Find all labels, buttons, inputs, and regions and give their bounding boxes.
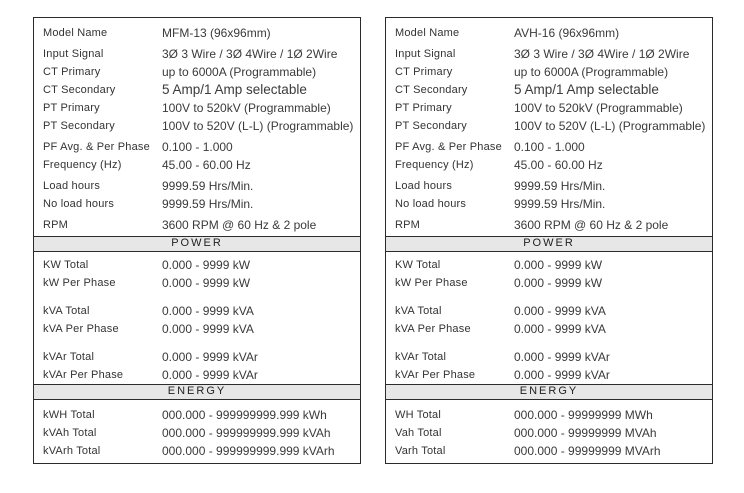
- power-row-value: 0.000 - 9999 kVAr: [162, 368, 258, 382]
- power-row-value: 0.000 - 9999 kVAr: [514, 368, 610, 382]
- spec-row-label: CT Primary: [43, 66, 101, 78]
- power-row-label: kW Per Phase: [395, 277, 468, 289]
- power-row: [386, 274, 712, 292]
- spec-row: [34, 99, 360, 117]
- spec-row-label: PT Secondary: [395, 120, 467, 132]
- energy-section-header: ENERGY: [386, 384, 712, 400]
- energy-row-value: 000.000 - 99999999 MVArh: [514, 444, 661, 458]
- spec-row: [386, 216, 712, 234]
- specs-section: [34, 18, 360, 236]
- spec-table-mfm13: [33, 17, 361, 464]
- spec-row-value: 9999.59 Hrs/Min.: [162, 179, 254, 193]
- power-row-label: kVA Total: [395, 305, 442, 317]
- power-row-value: 0.000 - 9999 kW: [162, 276, 251, 290]
- spec-row-label: CT Secondary: [395, 84, 468, 96]
- spec-row-value: 9999.59 Hrs/Min.: [514, 197, 606, 211]
- spec-row-value: 0.100 - 1.000: [514, 140, 585, 154]
- power-row: [386, 320, 712, 338]
- energy-row-label: WH Total: [395, 409, 442, 421]
- energy-row-value: 000.000 - 999999999.999 kWh: [162, 408, 327, 422]
- spec-row-value: up to 6000A (Programmable): [514, 65, 669, 79]
- energy-row: [34, 424, 360, 442]
- power-row: [34, 348, 360, 366]
- spec-row-value: up to 6000A (Programmable): [162, 65, 317, 79]
- spec-row-label: No load hours: [395, 198, 467, 210]
- power-row-value: 0.000 - 9999 kW: [514, 258, 603, 272]
- power-group: [386, 348, 712, 384]
- spec-row: [34, 24, 360, 42]
- spec-row-label: PF Avg. & Per Phase: [395, 141, 502, 153]
- power-row: [34, 302, 360, 320]
- spec-row: [34, 117, 360, 135]
- power-row-value: 0.000 - 9999 kVA: [162, 322, 254, 336]
- spec-row-value: 3600 RPM @ 60 Hz & 2 pole: [162, 218, 317, 232]
- spec-row: [386, 117, 712, 135]
- spec-row-label: CT Secondary: [43, 84, 116, 96]
- spec-row-label: Input Signal: [43, 48, 104, 60]
- spec-row-value: 3600 RPM @ 60 Hz & 2 pole: [514, 218, 669, 232]
- spec-row-value: 9999.59 Hrs/Min.: [162, 197, 254, 211]
- power-group: [386, 302, 712, 338]
- spec-row-label: Model Name: [395, 27, 460, 39]
- spec-row-value: 9999.59 Hrs/Min.: [514, 179, 606, 193]
- power-row-label: kVAr Per Phase: [43, 369, 124, 381]
- spec-row: [386, 81, 712, 99]
- spec-row-label: RPM: [395, 219, 421, 231]
- power-row: [34, 366, 360, 384]
- power-row-value: 0.000 - 9999 kW: [514, 276, 603, 290]
- power-section: [386, 252, 712, 384]
- spec-row-label: PT Primary: [43, 102, 100, 114]
- spec-row-label: PT Secondary: [43, 120, 115, 132]
- energy-row: [34, 442, 360, 460]
- spec-row: [386, 63, 712, 81]
- spec-row: [34, 195, 360, 213]
- spec-row-value: 5 Amp/1 Amp selectable: [162, 82, 307, 97]
- energy-section: [386, 400, 712, 460]
- spec-row-label: No load hours: [43, 198, 115, 210]
- spec-row-value: 0.100 - 1.000: [162, 140, 233, 154]
- spec-row-value: 45.00 - 60.00 Hz: [162, 158, 251, 172]
- power-row-label: KW Total: [43, 259, 89, 271]
- energy-row-label: Varh Total: [395, 445, 446, 457]
- energy-row-label: Vah Total: [395, 427, 442, 439]
- power-row: [386, 256, 712, 274]
- energy-row-value: 000.000 - 999999999.999 kVAh: [162, 426, 331, 440]
- spec-row: [386, 45, 712, 63]
- power-row-value: 0.000 - 9999 kVA: [514, 322, 606, 336]
- power-row-label: kVA Total: [43, 305, 90, 317]
- energy-row-value: 000.000 - 999999999.999 kVArh: [162, 444, 335, 458]
- spec-row-label: Model Name: [43, 27, 108, 39]
- spec-row: [386, 156, 712, 174]
- spec-row-label: Frequency (Hz): [43, 159, 122, 171]
- power-row-label: kVAr Per Phase: [395, 369, 476, 381]
- spec-row-value: 3Ø 3 Wire / 3Ø 4Wire / 1Ø 2Wire: [514, 47, 690, 61]
- power-group: [386, 256, 712, 292]
- spec-row-label: PT Primary: [395, 102, 452, 114]
- power-row-value: 0.000 - 9999 kVAr: [514, 350, 610, 364]
- power-row-label: kVAr Total: [395, 351, 447, 363]
- power-group: [34, 348, 360, 384]
- spec-table-avh16: [385, 17, 713, 464]
- power-row-label: kW Per Phase: [43, 277, 116, 289]
- spec-row-label: PF Avg. & Per Phase: [43, 141, 150, 153]
- energy-row: [386, 424, 712, 442]
- spec-row: [386, 138, 712, 156]
- spec-row-label: Frequency (Hz): [395, 159, 474, 171]
- energy-row-label: kWH Total: [43, 409, 95, 421]
- spec-row: [34, 45, 360, 63]
- energy-row: [34, 406, 360, 424]
- power-row-label: kVAr Total: [43, 351, 95, 363]
- spec-row-value: 100V to 520V (L-L) (Programmable): [162, 119, 354, 133]
- energy-row-value: 000.000 - 99999999 MVAh: [514, 426, 657, 440]
- spec-row: [34, 63, 360, 81]
- spec-row-label: RPM: [43, 219, 69, 231]
- spec-row: [34, 177, 360, 195]
- spec-row-value: 45.00 - 60.00 Hz: [514, 158, 603, 172]
- spec-row-value: AVH-16 (96x96mm): [514, 26, 620, 40]
- spec-row: [34, 156, 360, 174]
- power-section-header: POWER: [34, 236, 360, 252]
- spec-row: [34, 81, 360, 99]
- power-row-label: kVA Per Phase: [43, 323, 119, 335]
- power-section: [34, 252, 360, 384]
- power-row: [34, 274, 360, 292]
- power-section-header: POWER: [386, 236, 712, 252]
- spec-row: [386, 195, 712, 213]
- power-group: [34, 302, 360, 338]
- energy-row-label: kVAh Total: [43, 427, 97, 439]
- power-row-label: kVA Per Phase: [395, 323, 471, 335]
- spec-row: [386, 99, 712, 117]
- spec-row: [34, 216, 360, 234]
- power-row-value: 0.000 - 9999 kVA: [514, 304, 606, 318]
- spec-row: [386, 177, 712, 195]
- energy-row: [386, 406, 712, 424]
- power-row-value: 0.000 - 9999 kVA: [162, 304, 254, 318]
- energy-row-value: 000.000 - 99999999 MWh: [514, 408, 653, 422]
- spec-row-value: 5 Amp/1 Amp selectable: [514, 82, 659, 97]
- power-row-label: KW Total: [395, 259, 441, 271]
- power-row: [386, 302, 712, 320]
- energy-row-label: kVArh Total: [43, 445, 101, 457]
- energy-section: [34, 400, 360, 460]
- spec-row-value: 100V to 520V (L-L) (Programmable): [514, 119, 706, 133]
- spec-row-value: 3Ø 3 Wire / 3Ø 4Wire / 1Ø 2Wire: [162, 47, 338, 61]
- power-row: [386, 366, 712, 384]
- specs-section: [386, 18, 712, 236]
- spec-row-value: 100V to 520kV (Programmable): [514, 101, 683, 115]
- spec-row-value: MFM-13 (96x96mm): [162, 26, 271, 40]
- energy-row: [386, 442, 712, 460]
- spec-row-label: Load hours: [43, 180, 101, 192]
- spec-row-label: Load hours: [395, 180, 453, 192]
- power-row-value: 0.000 - 9999 kW: [162, 258, 251, 272]
- spec-row-label: CT Primary: [395, 66, 453, 78]
- power-row: [386, 348, 712, 366]
- power-row-value: 0.000 - 9999 kVAr: [162, 350, 258, 364]
- spec-row-value: 100V to 520kV (Programmable): [162, 101, 331, 115]
- spec-row: [386, 24, 712, 42]
- energy-section-header: ENERGY: [34, 384, 360, 400]
- power-row: [34, 320, 360, 338]
- spec-row: [34, 138, 360, 156]
- power-group: [34, 256, 360, 292]
- spec-row-label: Input Signal: [395, 48, 456, 60]
- power-row: [34, 256, 360, 274]
